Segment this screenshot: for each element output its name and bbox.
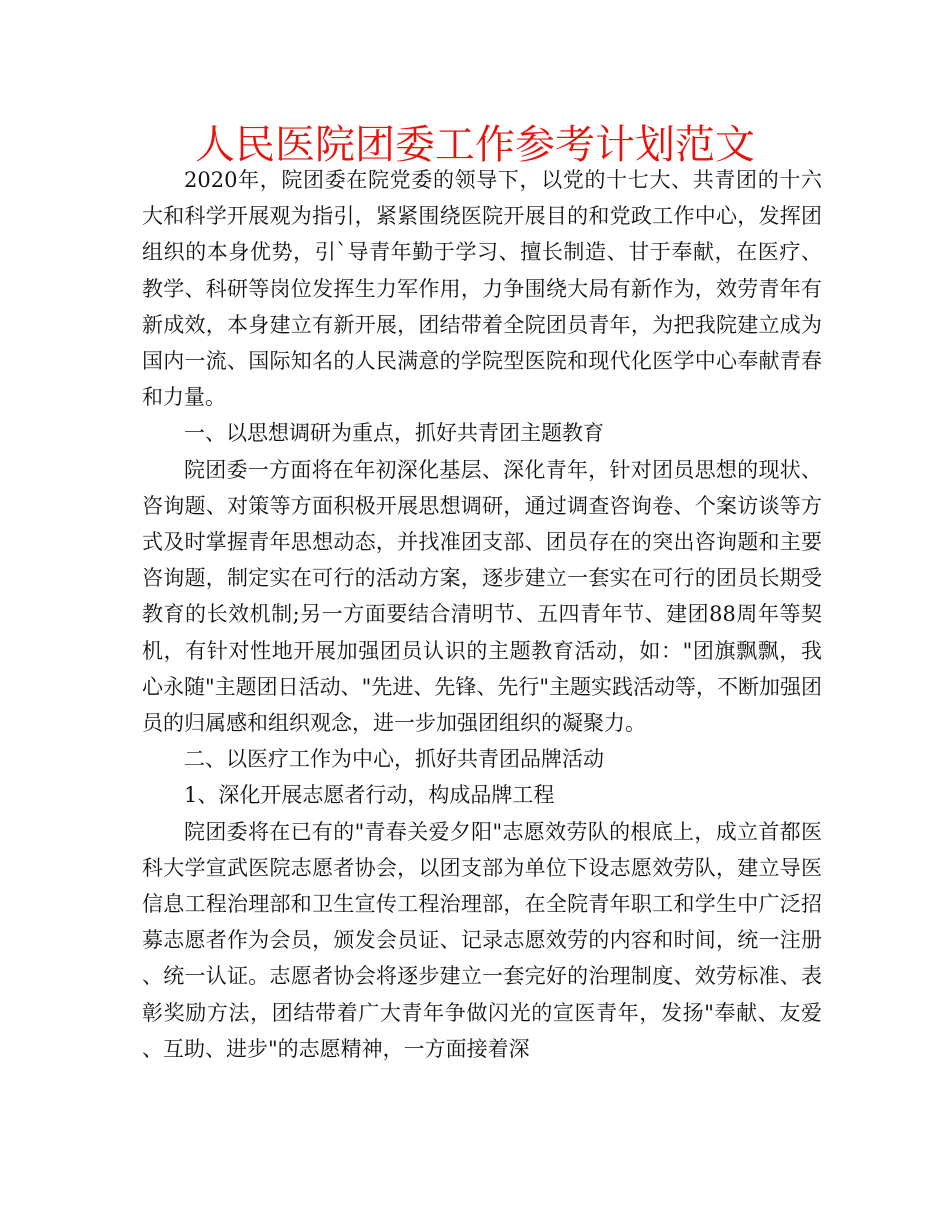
section-heading-1: 一、以思想调研为重点，抓好共青团主题教育 <box>184 421 604 446</box>
document-title: 人民医院团委工作参考计划范文 <box>195 122 755 168</box>
section-2-1-paragraph: 院团委将在已有的"青春关爱夕阳"志愿效劳队的根底上，成立首都医科大学宣武医院志愿者协会，以团支部为单位下设志愿效劳队，建立导医信息工程治理部和卫生宣传工程治理部，在全院青年职工和学生中广泛招募志愿者作为会员，颁发会员证、记录志愿效劳的内容和时间，统一注册、统一认证。志愿者协会将逐步建立一套完好的治理制度、效劳标准、表彰奖励方法，团结带着广大青年争做闪光的宣医青年，发扬"奉献、友爱、互助、进步"的志愿精神，一方面接着深 <box>142 819 822 1061</box>
document-body <box>142 162 822 1067</box>
subsection-heading-2-1: 1、深化开展志愿者行动，构成品牌工程 <box>184 783 555 808</box>
section-1-paragraph: 院团委一方面将在年初深化基层、深化青年，针对团员思想的现状、咨询题、对策等方面积极开展思想调研，通过调查咨询卷、个案访谈等方式及时掌握青年思想动态，并找准团支部、团员存在的突出咨询题和主要咨询题，制定实在可行的活动方案，逐步建立一套实在可行的团员长期受教育的长效机制;另一方面要结合清明节、五四青年节、建团88周年等契机，有针对性地开展加强团员认识的主题教育活动，如："团旗飘飘，我心永随"主题团日活动、"先进、先锋、先行"主题实践活动等，不断加强团员的归属感和组织观念，进一步加强团组织的凝聚力。 <box>142 457 822 736</box>
intro-paragraph: 2020年，院团委在院党委的领导下，以党的十七大、共青团的十六大和科学开展观为指引，紧紧围绕医院开展目的和党政工作中心，发挥团组织的本身优势，引`导青年勤于学习、擅长制造、甘于奉献，在医疗、教学、科研等岗位发挥生力军作用，力争围绕大局有新作为，效劳青年有新成效，本身建立有新开展，团结带着全院团员青年，为把我院建立成为国内一流、国际知名的人民满意的学院型医院和现代化医学中心奉献青春和力量。 <box>142 168 822 410</box>
section-heading-2: 二、以医疗工作为中心，抓好共青团品牌活动 <box>184 747 604 772</box>
